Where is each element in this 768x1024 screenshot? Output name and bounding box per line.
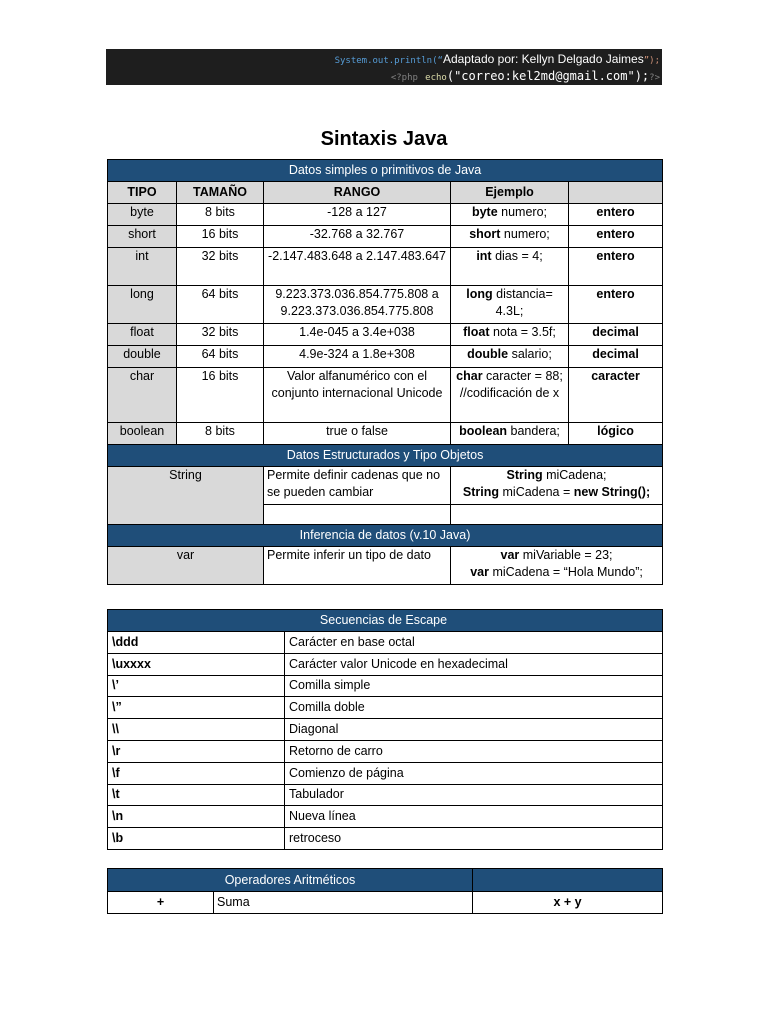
col-header-tamano: TAMAÑO (177, 182, 264, 204)
escape-row (108, 653, 663, 675)
inference-ex1-rest: miVariable = 23; (519, 548, 613, 562)
escape-desc: Tabulador (285, 784, 663, 806)
banner-code-println: System.out.println(“ (334, 56, 443, 66)
escape-code: \n (108, 806, 285, 828)
primitive-example (451, 346, 569, 368)
primitive-example-keyword: double (467, 347, 509, 361)
primitive-example-rest: nota = 3.5f; (489, 325, 556, 339)
primitive-range: 9.223.373.036.854.775.808 a 9.223.373.036.854.775.808 (264, 286, 451, 324)
escape-desc: Retorno de carro (285, 740, 663, 762)
primitive-type: float (108, 324, 177, 346)
banner-paren-close: "); (627, 69, 650, 83)
inference-ex2-rest: miCadena = “Hola Mundo”; (488, 565, 643, 579)
primitive-example-rest: distancia= 4.3L; (492, 287, 553, 318)
operators-header: Operadores Aritméticos (108, 869, 473, 892)
operator-symbol: + (108, 892, 214, 914)
primitive-row (108, 204, 663, 226)
primitive-type: char (108, 368, 177, 423)
operator-row (108, 892, 663, 914)
col-header-categoria (569, 182, 663, 204)
escape-code: \’ (108, 675, 285, 697)
primitive-range: -128 a 127 (264, 204, 451, 226)
banner-echo: echo (425, 73, 447, 83)
banner-php-open: <?php (390, 73, 418, 83)
primitive-category: entero (569, 248, 663, 286)
structured-ex2-mid: miCadena = (499, 485, 574, 499)
escape-code: \b (108, 828, 285, 850)
primitive-row (108, 346, 663, 368)
primitive-range: 4.9e-324 a 1.8e+308 (264, 346, 451, 368)
arithmetic-operators-table (107, 868, 663, 914)
escape-row (108, 784, 663, 806)
primitive-example-rest: numero; (497, 205, 548, 219)
primitive-example-rest: caracter = 88; //codificación de x (459, 369, 563, 400)
primitives-rows (108, 204, 663, 445)
primitive-example (451, 248, 569, 286)
operator-rows (108, 892, 663, 914)
escape-sequences-table (107, 609, 663, 850)
escape-row (108, 719, 663, 741)
col-header-rango: RANGO (264, 182, 451, 204)
primitive-category: entero (569, 226, 663, 248)
escape-row (108, 632, 663, 654)
primitive-example-keyword: int (476, 249, 492, 263)
primitive-example-rest: bandera; (507, 424, 560, 438)
primitive-example-keyword: boolean (459, 424, 508, 438)
primitive-size: 32 bits (177, 324, 264, 346)
primitive-category: lógico (569, 423, 663, 445)
escape-desc: Carácter valor Unicode en hexadecimal (285, 653, 663, 675)
structured-ex1-rest: miCadena; (542, 468, 607, 482)
primitive-category: entero (569, 286, 663, 324)
primitive-row (108, 226, 663, 248)
primitive-size: 64 bits (177, 346, 264, 368)
structured-ex1-keyword: String (506, 468, 543, 482)
structured-empty-example (451, 505, 663, 525)
primitive-row (108, 248, 663, 286)
inference-ex2-keyword: var (470, 565, 489, 579)
structured-ex2-keyword: String (462, 485, 500, 499)
primitive-range: Valor alfanumérico con el conjunto internacional Unicode (264, 368, 451, 423)
primitive-range: -2.147.483.648 a 2.147.483.647 (264, 248, 451, 286)
escape-desc: Carácter en base octal (285, 632, 663, 654)
operators-header-blank (473, 869, 663, 892)
structured-type: String (108, 467, 264, 525)
primitive-size: 32 bits (177, 248, 264, 286)
primitive-example (451, 368, 569, 423)
primitive-example-keyword: byte (471, 205, 498, 219)
inference-header: Inferencia de datos (v.10 Java) (108, 525, 663, 547)
escape-code: \t (108, 784, 285, 806)
col-header-tipo: TIPO (108, 182, 177, 204)
primitive-size: 16 bits (177, 226, 264, 248)
banner-php-close: ?> (649, 73, 660, 83)
escape-code: \uxxxx (108, 653, 285, 675)
primitive-example (451, 324, 569, 346)
escape-row (108, 697, 663, 719)
primitive-size: 64 bits (177, 286, 264, 324)
primitive-range: -32.768 a 32.767 (264, 226, 451, 248)
escape-row (108, 740, 663, 762)
primitive-type: short (108, 226, 177, 248)
escape-code: \f (108, 762, 285, 784)
primitive-example-keyword: char (456, 369, 483, 383)
primitive-example-keyword: float (463, 325, 490, 339)
primitive-type: double (108, 346, 177, 368)
operator-name: Suma (214, 892, 473, 914)
primitive-category: caracter (569, 368, 663, 423)
inference-desc: Permite inferir un tipo de dato (264, 547, 451, 585)
escape-code: \\ (108, 719, 285, 741)
escape-row (108, 762, 663, 784)
escape-rows (108, 632, 663, 850)
inference-type: var (108, 547, 264, 585)
banner-line-author (335, 51, 660, 69)
primitive-size: 8 bits (177, 204, 264, 226)
escape-desc: Comilla simple (285, 675, 663, 697)
primitive-example-keyword: long (466, 287, 493, 301)
escape-row (108, 806, 663, 828)
primitive-example (451, 423, 569, 445)
primitive-example (451, 204, 569, 226)
structured-desc: Permite definir cadenas que no se pueden cambiar (264, 467, 451, 505)
primitive-example-rest: dias = 4; (491, 249, 543, 263)
primitive-row (108, 423, 663, 445)
primitive-row (108, 368, 663, 423)
primitive-example-rest: salario; (508, 347, 552, 361)
escape-desc: retroceso (285, 828, 663, 850)
banner-code-end: ”); (643, 56, 660, 66)
escape-row (108, 675, 663, 697)
escape-header: Secuencias de Escape (108, 610, 663, 632)
inference-ex1-keyword: var (500, 548, 520, 562)
escape-desc: Nueva línea (285, 806, 663, 828)
primitive-example-rest: numero; (500, 227, 550, 241)
escape-desc: Comilla doble (285, 697, 663, 719)
escape-code: \r (108, 740, 285, 762)
primitive-category: decimal (569, 346, 663, 368)
banner-email-text: correo:kel2md@gmail.com (461, 69, 628, 83)
primitive-size: 8 bits (177, 423, 264, 445)
banner-line-email (391, 68, 660, 86)
escape-code: \ddd (108, 632, 285, 654)
escape-code: \” (108, 697, 285, 719)
author-code-banner (106, 49, 662, 85)
primitive-range: true o false (264, 423, 451, 445)
primitive-example (451, 286, 569, 324)
primitive-range: 1.4e-045 a 3.4e+038 (264, 324, 451, 346)
primitive-row (108, 324, 663, 346)
structured-empty-desc (264, 505, 451, 525)
page-title: Sintaxis Java (320, 128, 448, 150)
primitives-table (107, 159, 663, 585)
primitives-header: Datos simples o primitivos de Java (108, 160, 663, 182)
primitive-example (451, 226, 569, 248)
inference-example (451, 547, 663, 585)
escape-desc: Comienzo de página (285, 762, 663, 784)
primitive-category: entero (569, 204, 663, 226)
primitive-category: decimal (569, 324, 663, 346)
structured-example (451, 467, 663, 505)
banner-paren-open: (" (446, 69, 462, 83)
escape-row (108, 828, 663, 850)
structured-header: Datos Estructurados y Tipo Objetos (108, 445, 663, 467)
escape-desc: Diagonal (285, 719, 663, 741)
structured-ex2-new: new String(); (573, 485, 651, 499)
primitive-size: 16 bits (177, 368, 264, 423)
operator-example: x + y (473, 892, 663, 914)
primitive-row (108, 286, 663, 324)
primitive-example-keyword: short (469, 227, 501, 241)
primitive-type: byte (108, 204, 177, 226)
banner-author-text: Adaptado por: Kellyn Delgado Jaimes (442, 52, 644, 66)
col-header-ejemplo: Ejemplo (451, 182, 569, 204)
primitive-type: int (108, 248, 177, 286)
primitive-type: long (108, 286, 177, 324)
primitive-type: boolean (108, 423, 177, 445)
